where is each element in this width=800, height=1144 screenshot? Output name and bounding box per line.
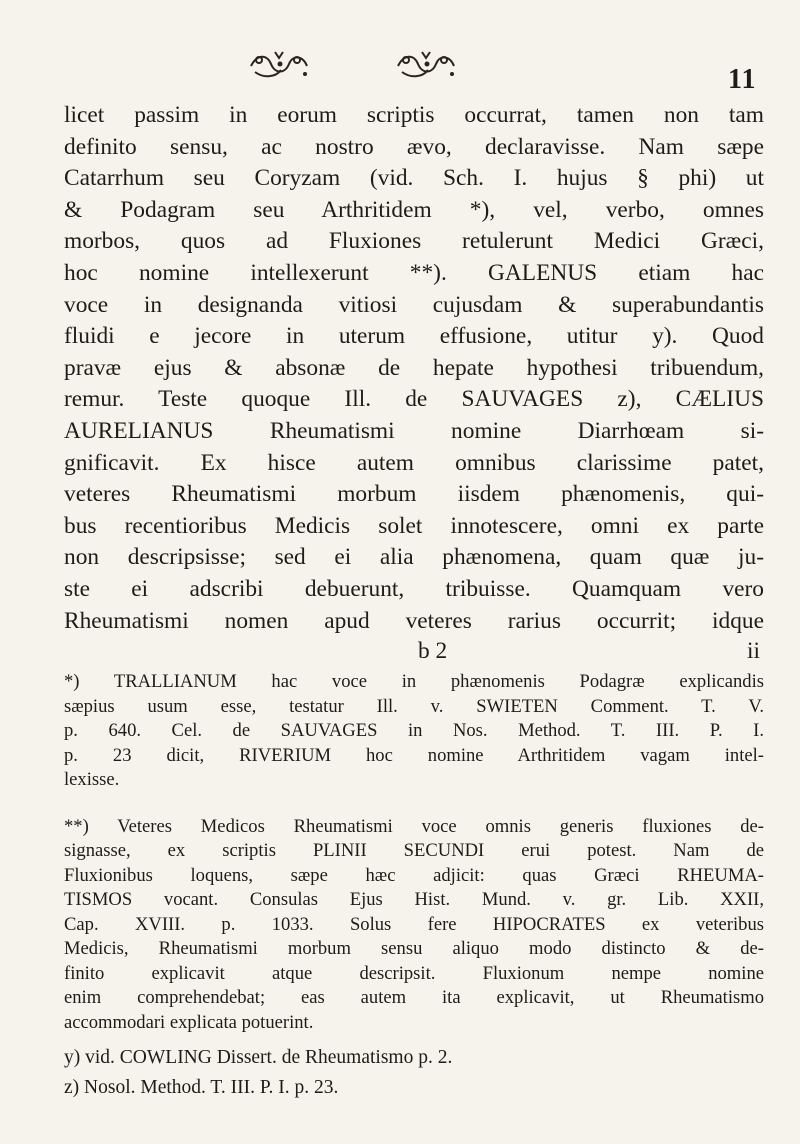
reference-y: y) vid. COWLING Dissert. de Rheumatismo p. 2. (64, 1047, 453, 1068)
text-line: *) TRALLIANUM hac voce in phænomenis Podagræ explicandis (64, 671, 764, 692)
ornament-left-icon (245, 44, 315, 84)
text-line: hoc nomine intellexerunt **). GALENUS etiam hac (64, 259, 764, 286)
text-line: morbos, quos ad Fluxiones retulerunt Medici Græci, (64, 228, 764, 255)
text-line: Catarrhum seu Coryzam (vid. Sch. I. hujus § phi) ut (64, 165, 764, 192)
text-line: definito sensu, ac nostro ævo, declaravisse. Nam sæpe (64, 133, 764, 160)
text-line: Rheumatismi nomen apud veteres rarius occurrit; idque (64, 607, 764, 634)
text-line: sæpius usum esse, testatur Ill. v. SWIETEN Comment. T. V. (64, 695, 764, 717)
text-line: p. 640. Cel. de SAUVAGES in Nos. Method. T. III. P. I. (64, 720, 764, 741)
text-line: accommodari explicata potuerint. (64, 1011, 314, 1033)
page-number: 11 (728, 64, 757, 95)
ornament-right-icon (392, 44, 462, 84)
text-line: ste ei adscribi debuerunt, tribuisse. Quamquam vero (64, 575, 764, 602)
text-line: & Podagram seu Arthritidem *), vel, verbo, omnes (64, 196, 764, 223)
catchword: ii (747, 638, 760, 664)
signature-mark: b 2 (418, 638, 448, 664)
main-text-block (64, 100, 764, 637)
text-line: signasse, ex scriptis PLINII SECUNDI erui potest. Nam de (64, 840, 764, 861)
text-line: finito explicavit atque descripsit. Fluxionum nempe nomine (64, 962, 764, 984)
reference-z: z) Nosol. Method. T. III. P. I. p. 23. (64, 1077, 339, 1098)
text-line: Fluxionibus loquens, sæpe hæc adjicit: quas Græci RHEUMA- (64, 864, 764, 886)
text-line: veteres Rheumatismi morbum iisdem phænomenis, qui- (64, 481, 764, 508)
text-line: bus recentioribus Medicis solet innotescere, omni ex parte (64, 512, 764, 539)
footnote-2 (64, 815, 764, 1036)
text-line: remur. Teste quoque Ill. de SAUVAGES z), CÆLIUS (64, 386, 764, 413)
text-line: gnificavit. Ex hisce autem omnibus clarissime patet, (64, 449, 764, 476)
text-line: non descripsisse; sed ei alia phænomena, quam quæ ju- (64, 544, 764, 571)
text-line: Cap. XVIII. p. 1033. Solus fere HIPOCRATES ex veteribus (64, 913, 764, 935)
text-line: **) Veteres Medicos Rheumatismi voce omnis generis fluxiones de- (64, 815, 764, 837)
footnotes (64, 670, 764, 1103)
footnote-1 (64, 670, 764, 793)
text-line: licet passim in eorum scriptis occurrat, tamen non tam (64, 102, 764, 128)
text-line: AURELIANUS Rheumatismi nomine Diarrhœam si- (64, 417, 764, 444)
text-line: pravæ ejus & absonæ de hepate hypothesi tribuendum, (64, 354, 764, 381)
text-line: fluidi e jecore in uterum effusione, utitur y). Quod (64, 323, 764, 350)
text-line: Medicis, Rheumatismi morbum sensu aliquo modo distincto & de- (64, 938, 764, 959)
text-line: enim comprehendebat; eas autem ita explicavit, ut Rheumatismo (64, 987, 764, 1008)
text-line: lexisse. (64, 769, 120, 790)
signature-line (64, 638, 764, 670)
page-header (0, 44, 800, 104)
text-line: p. 23 dicit, RIVERIUM hoc nomine Arthritidem vagam intel- (64, 744, 764, 766)
text-line: TISMOS vocant. Consulas Ejus Hist. Mund. v. gr. Lib. XXII, (64, 889, 764, 910)
text-line: voce in designanda vitiosi cujusdam & superabundantis (64, 291, 764, 318)
